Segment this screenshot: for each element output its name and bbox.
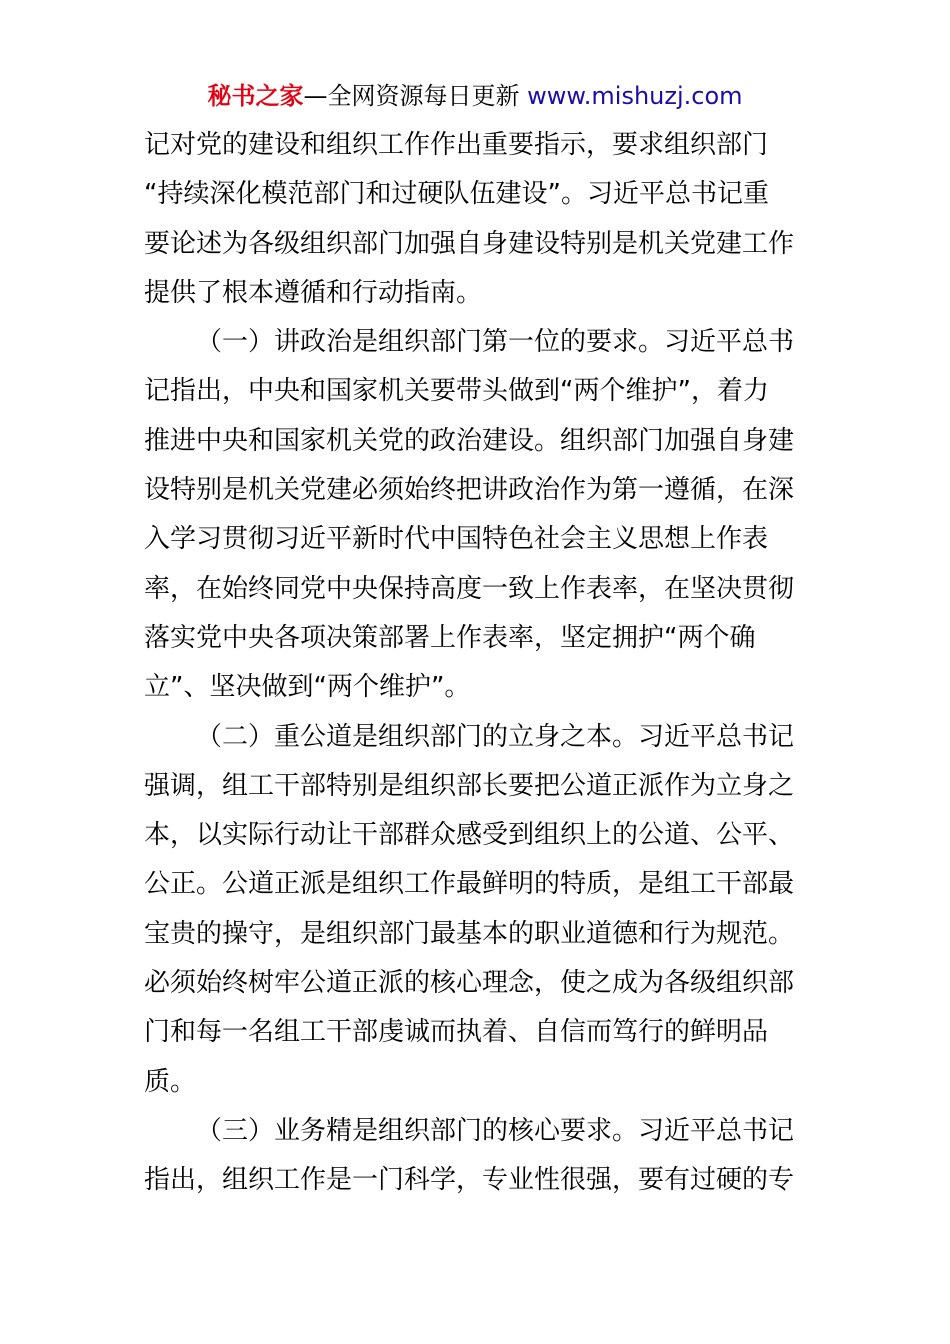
text-line: 记指出，中央和国家机关要带头做到“两个维护”，着力: [144, 376, 769, 407]
text-line: （一）讲政治是组织部门第一位的要求。习近平总书: [196, 327, 795, 358]
document-body: [144, 121, 814, 1206]
text-line: 设特别是机关党建必须始终把讲政治作为第一遵循，在深: [144, 475, 795, 506]
text-line: 质。: [144, 1066, 197, 1097]
header-tagline: —全网资源每日更新: [303, 82, 520, 110]
text-line: 落实党中央各项决策部署上作表率，坚定拥护“两个确: [144, 622, 756, 653]
text-line: （二）重公道是组织部门的立身之本。习近平总书记: [196, 721, 795, 752]
text-line: 强调，组工干部特别是组织部长要把公道正派作为立身之: [144, 770, 795, 801]
text-line: 立”、坚决做到“两个维护”。: [144, 672, 471, 703]
page-header: [0, 78, 950, 114]
text-line: 必须始终树牢公道正派的核心理念，使之成为各级组织部: [144, 968, 795, 999]
website-link[interactable]: www.mishuzj.com: [527, 82, 743, 110]
text-line: 提供了根本遵循和行动指南。: [144, 277, 483, 308]
text-line: 率，在始终同党中央保持高度一致上作表率，在坚决贯彻: [144, 573, 795, 604]
text-line: （三）业务精是组织部门的核心要求。习近平总书记: [196, 1115, 795, 1146]
text-line: 指出，组织工作是一门科学，专业性很强，要有过硬的专: [144, 1165, 795, 1196]
text-line: 入学习贯彻习近平新时代中国特色社会主义思想上作表: [144, 524, 769, 555]
text-line: 公正。公道正派是组织工作最鲜明的特质，是组工干部最: [144, 869, 795, 900]
text-line: “持续深化模范部门和过硬队伍建设”。习近平总书记重: [144, 179, 769, 210]
text-line: 本，以实际行动让干部群众感受到组织上的公道、公平、: [144, 820, 795, 851]
text-line: 门和每一名组工干部虔诚而执着、自信而笃行的鲜明品: [144, 1017, 769, 1048]
brand-name: 秘书之家: [207, 82, 304, 110]
text-line: 记对党的建设和组织工作作出重要指示，要求组织部门: [144, 130, 769, 160]
text-line: 宝贵的操守，是组织部门最基本的职业道德和行为规范。: [144, 918, 795, 949]
text-line: 要论述为各级组织部门加强自身建设特别是机关党建工作: [144, 228, 795, 259]
text-line: 推进中央和国家机关党的政治建设。组织部门加强自身建: [144, 425, 795, 456]
